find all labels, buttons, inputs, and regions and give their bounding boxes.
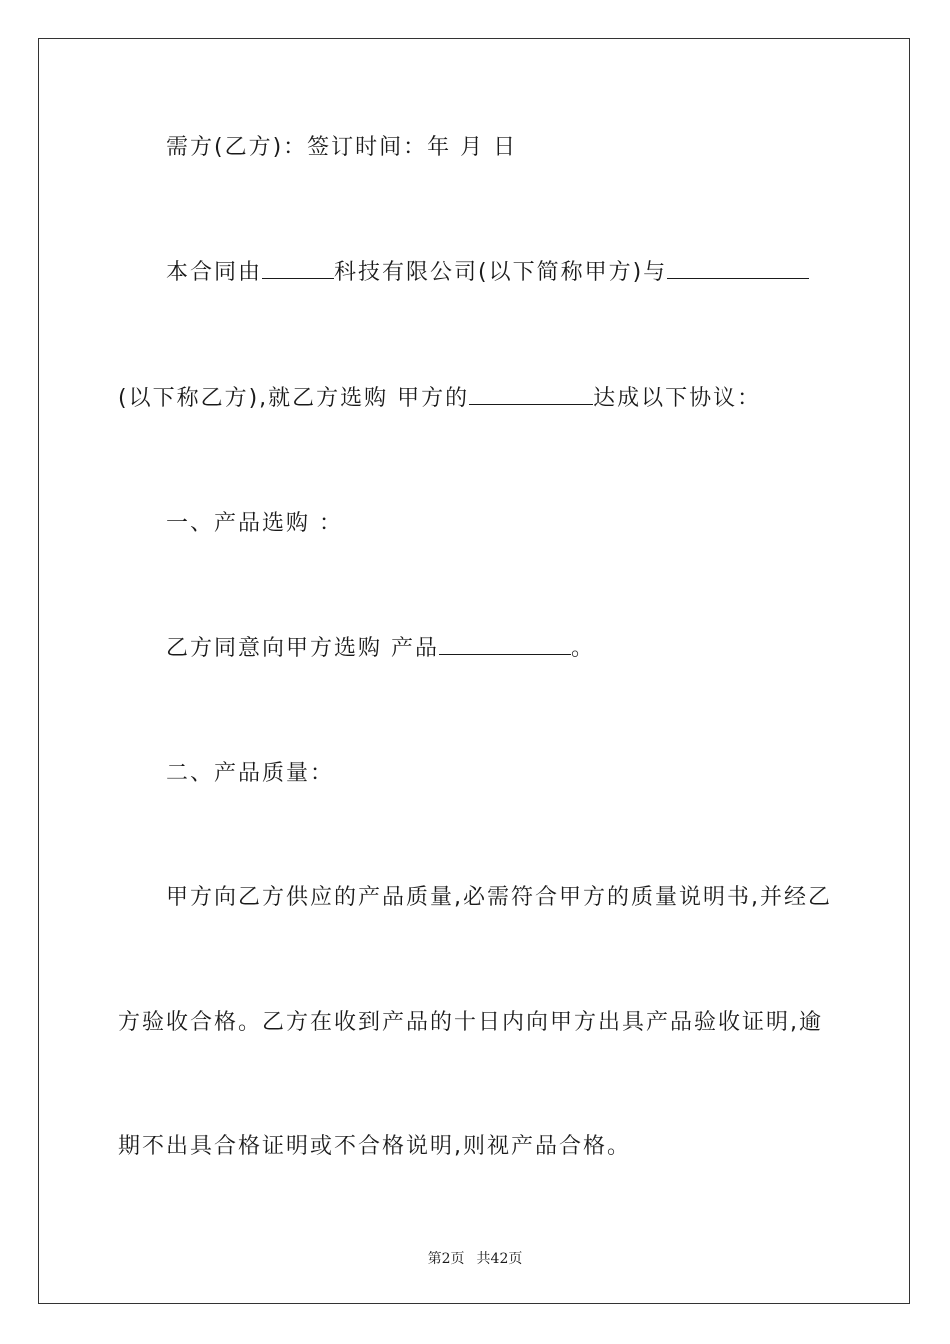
party-a-text: 科技有限公司(以下简称甲方)与 (334, 260, 668, 285)
section-2-title: 二、产品质量： (166, 761, 335, 786)
purchase-clause-end: 。 (571, 636, 596, 661)
quality-clause-line-1 (166, 883, 886, 913)
purchase-clause-line (166, 634, 886, 664)
page-frame (38, 38, 910, 1304)
quality-clause-line-3 (118, 1132, 838, 1162)
company-name-blank (262, 260, 334, 279)
quality-clause-text-1: 甲方向乙方供应的产品质量,必需符合甲方的质量说明书,并经乙 (166, 885, 832, 910)
party-b-purchase-text: (以下称乙方),就乙方选购 甲方的 (118, 386, 470, 411)
section-1-title: 一、产品选购 ： (166, 511, 343, 536)
section-2-heading (166, 759, 886, 789)
product-blank (469, 386, 593, 405)
contract-intro-text: 本合同由 (166, 260, 263, 285)
page-number: 第2页 (427, 1251, 465, 1267)
party-b-blank (667, 260, 809, 279)
agreement-text: 达成以下协议： (593, 386, 762, 411)
contract-parties-line (166, 258, 886, 288)
page-total: 共42页 (476, 1251, 523, 1267)
quality-clause-text-3: 期不出具合格证明或不合格说明,则视产品合格。 (118, 1134, 631, 1159)
page-footer (0, 1248, 950, 1268)
purchase-product-blank (439, 636, 571, 655)
purchase-clause-text: 乙方同意向甲方选购 产品 (166, 636, 439, 661)
agreement-line (118, 384, 838, 414)
section-1-heading (166, 509, 886, 539)
buyer-signing-line (166, 133, 886, 163)
quality-clause-text-2: 方验收合格。乙方在收到产品的十日内向甲方出具产品验收证明,逾 (118, 1010, 823, 1035)
buyer-signing-text: 需方(乙方)：签订时间：年 月 日 (166, 135, 518, 160)
quality-clause-line-2 (118, 1008, 838, 1038)
